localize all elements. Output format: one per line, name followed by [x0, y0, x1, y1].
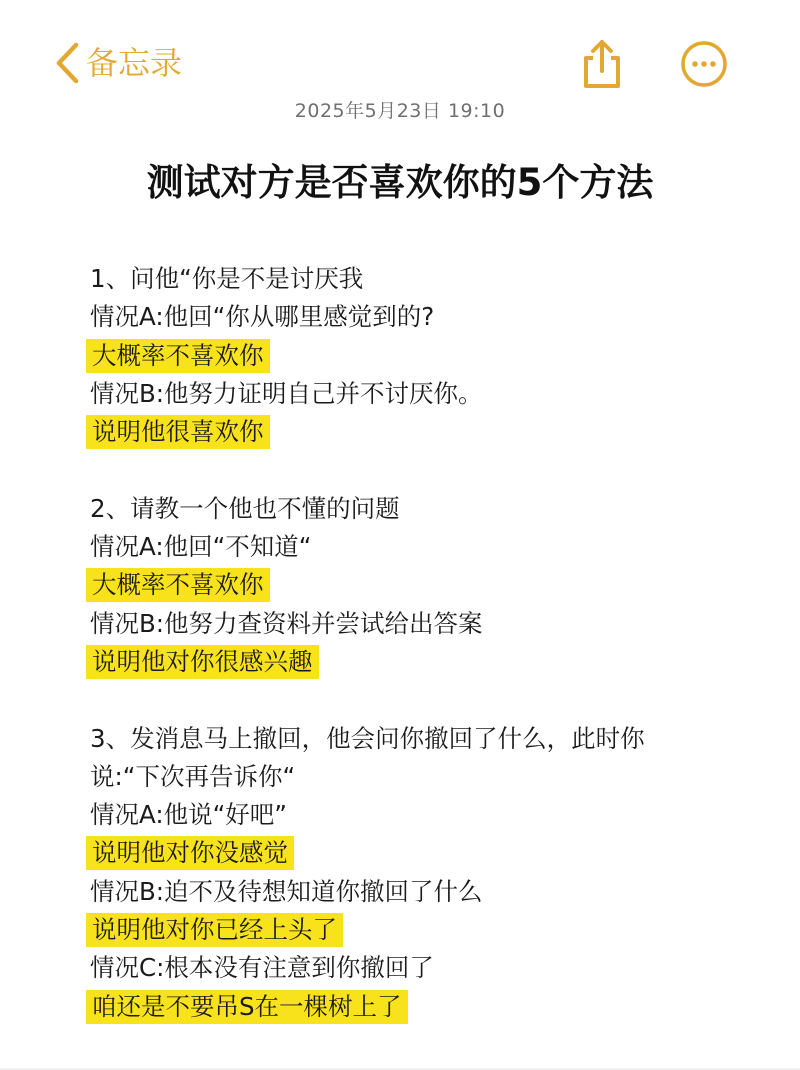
highlighted-text: 说明他对你已经上头了	[86, 913, 343, 947]
conclusion-line	[90, 566, 770, 604]
method-1	[90, 260, 770, 451]
method-heading-continued: 说:“下次再告诉你“	[90, 761, 296, 791]
case-line: 情况A:他回“不知道“	[90, 532, 312, 562]
method-heading: 2、请教一个他也不懂的问题	[90, 493, 400, 523]
chevron-left-icon	[52, 40, 82, 86]
conclusion-line	[90, 911, 770, 949]
highlighted-text: 大概率不喜欢你	[86, 568, 270, 602]
blank-line	[90, 451, 770, 489]
case-line: 情况A:他说“好吧”	[90, 800, 287, 830]
case-line: 情况B:迫不及待想知道你撤回了什么	[90, 876, 483, 906]
highlighted-text: 说明他对你很感兴趣	[86, 645, 319, 679]
back-label: 备忘录	[86, 44, 183, 82]
conclusion-line	[90, 337, 770, 375]
share-icon[interactable]	[579, 38, 625, 90]
case-line: 情况B:他努力查资料并尝试给出答案	[90, 608, 483, 638]
case-line: 情况A:他回“你从哪里感觉到的?	[90, 302, 435, 332]
conclusion-line	[90, 834, 770, 872]
conclusion-line	[90, 988, 770, 1026]
more-options-icon[interactable]	[680, 40, 728, 88]
method-3	[90, 720, 770, 1026]
conclusion-line	[90, 643, 770, 681]
method-heading: 3、发消息马上撤回，他会问你撤回了什么，此时你	[90, 723, 645, 753]
highlighted-text: 说明他对你没感觉	[86, 836, 294, 870]
note-timestamp: 2025年5月23日 19:10	[294, 100, 506, 122]
conclusion-line	[90, 413, 770, 451]
method-2	[90, 490, 770, 681]
note-title: 测试对方是否喜欢你的5个方法	[146, 161, 654, 204]
top-nav-bar	[0, 0, 800, 110]
note-body[interactable]	[90, 260, 770, 1026]
case-line: 情况B:他努力证明自己并不讨厌你。	[90, 378, 483, 408]
highlighted-text: 大概率不喜欢你	[86, 339, 270, 373]
method-heading: 1、问他“你是不是讨厌我	[90, 264, 364, 293]
case-line: 情况C:根本没有注意到你撤回了	[90, 953, 434, 983]
highlighted-text: 咱还是不要吊S在一棵树上了	[86, 990, 408, 1024]
back-button[interactable]	[52, 38, 182, 88]
blank-line	[90, 681, 770, 719]
highlighted-text: 说明他很喜欢你	[86, 415, 270, 449]
